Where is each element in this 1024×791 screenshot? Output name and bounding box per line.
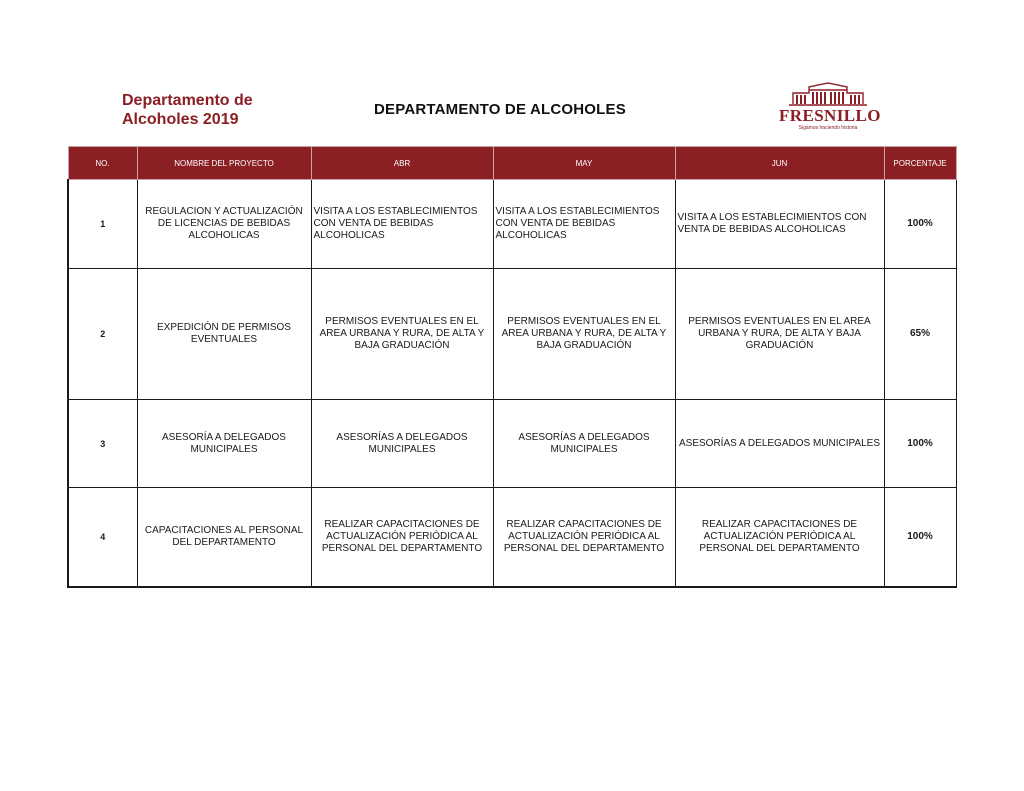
cell-abr: ASESORÍAS A DELEGADOS MUNICIPALES [311,400,493,488]
table-row [68,400,956,488]
cell-jun: ASESORÍAS A DELEGADOS MUNICIPALES [675,400,884,488]
cell-no: 4 [68,488,137,588]
department-subtitle [122,91,322,129]
cell-percent: 65% [884,269,956,400]
table-header-row [68,147,956,180]
cell-abr: VISITA A LOS ESTABLECIMIENTOS CON VENTA DE BEBIDAS ALCOHOLICAS [311,180,493,269]
column-header-abr: ABR [311,147,493,180]
cell-no: 2 [68,269,137,400]
table-row [68,488,956,588]
cell-percent: 100% [884,180,956,269]
cell-no: 3 [68,400,137,488]
cell-jun: PERMISOS EVENTUALES EN EL AREA URBANA Y RURA, DE ALTA Y BAJA GRADUACIÓN [675,269,884,400]
column-header-may: MAY [493,147,675,180]
cell-may: VISITA A LOS ESTABLECIMIENTOS CON VENTA DE BEBIDAS ALCOHOLICAS [493,180,675,269]
cell-may: ASESORÍAS A DELEGADOS MUNICIPALES [493,400,675,488]
table-row [68,269,956,400]
cell-percent: 100% [884,488,956,588]
cell-no: 1 [68,180,137,269]
column-header-percent: PORCENTAJE [884,147,956,180]
column-header-project: NOMBRE DEL PROYECTO [137,147,311,180]
cell-project: CAPACITACIONES AL PERSONAL DEL DEPARTAMENTO [137,488,311,588]
column-header-jun: JUN [675,147,884,180]
department-subtitle-line2: Alcoholes 2019 [122,111,239,128]
cell-project: ASESORÍA A DELEGADOS MUNICIPALES [137,400,311,488]
cell-jun: VISITA A LOS ESTABLECIMIENTOS CON VENTA DE BEBIDAS ALCOHOLICAS [675,180,884,269]
logo-wordmark: FRESNILLO [779,106,881,125]
cell-may: REALIZAR CAPACITACIONES DE ACTUALIZACIÓN PERIÓDICA AL PERSONAL DEL DEPARTAMENTO [493,488,675,588]
cell-abr: REALIZAR CAPACITACIONES DE ACTUALIZACIÓN PERIÓDICA AL PERSONAL DEL DEPARTAMENTO [311,488,493,588]
cell-may: PERMISOS EVENTUALES EN EL AREA URBANA Y RURA, DE ALTA Y BAJA GRADUACIÓN [493,269,675,400]
column-header-no: NO. [68,147,137,180]
projects-table [67,146,957,588]
cell-project: EXPEDICIÓN DE PERMISOS EVENTUALES [137,269,311,400]
cell-jun: REALIZAR CAPACITACIONES DE ACTUALIZACIÓN PERIÓDICA AL PERSONAL DEL DEPARTAMENTO [675,488,884,588]
building-icon [779,82,877,108]
department-subtitle-line1: Departamento de [122,92,253,109]
cell-project: REGULACION Y ACTUALIZACIÓN DE LICENCIAS DE BEBIDAS ALCOHOLICAS [137,180,311,269]
page-title: DEPARTAMENTO DE ALCOHOLES [374,101,626,118]
table-row [68,180,956,269]
fresnillo-logo [779,82,881,134]
cell-abr: PERMISOS EVENTUALES EN EL AREA URBANA Y RURA, DE ALTA Y BAJA GRADUACIÓN [311,269,493,400]
logo-slogan: Sigamos haciendo historia [798,125,858,131]
cell-percent: 100% [884,400,956,488]
